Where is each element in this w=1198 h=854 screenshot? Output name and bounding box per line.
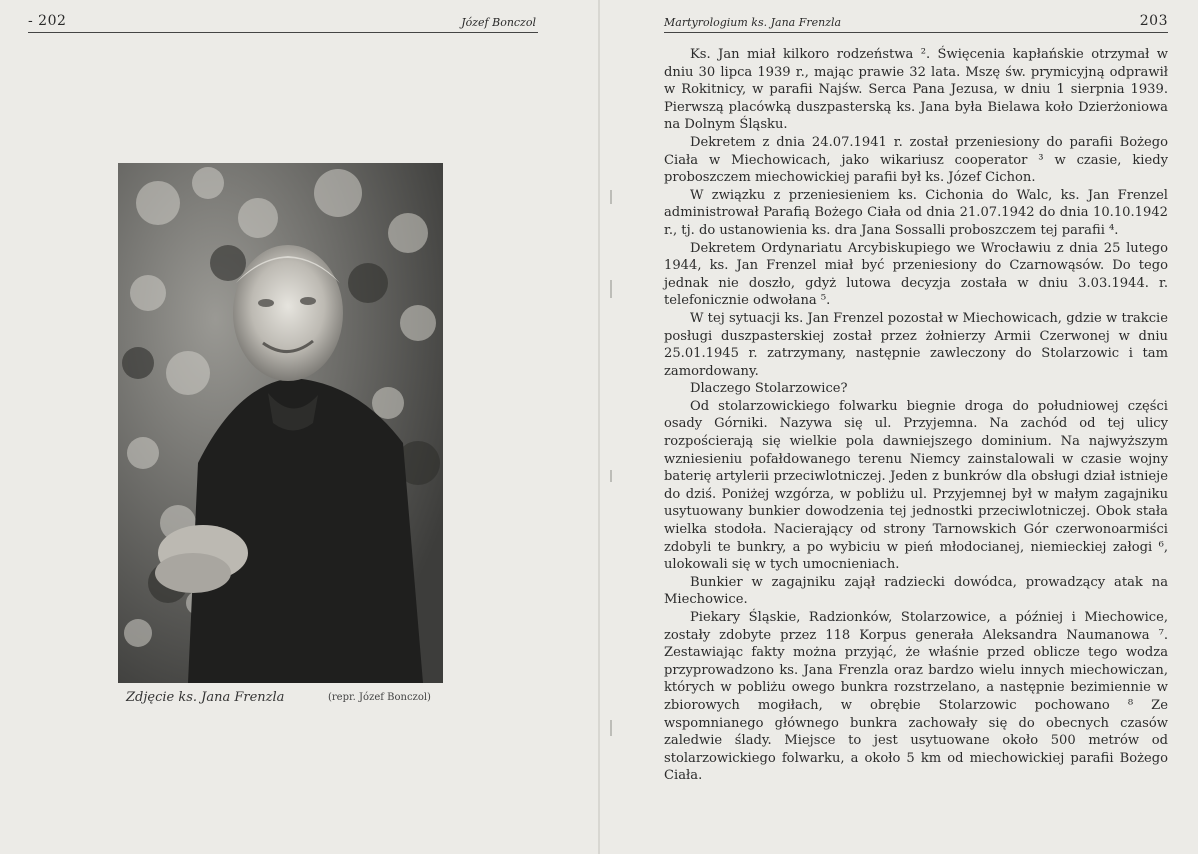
section-question: Dlaczego Stolarzowice? bbox=[690, 381, 848, 397]
paragraph: Ks. Jan miał kilkoro rodzeństwa ². Święcenia kapłańskie otrzymał w dniu 30 lipca 1939 r., mając prawie 32 lata. Mszę św. prymicyjną odprawił w Rokitnicy, w parafii Najśw. Serca Pana Jezusa, w dniu 1 sierpnia 1939. Pierwszą placówką duszpasterską ks. Jana była Bielawa koło Dzierżoniowa na Dolnym Śląsku. bbox=[664, 47, 1168, 133]
photo-caption bbox=[126, 690, 456, 705]
portrait-photo bbox=[118, 163, 443, 683]
right-running-head bbox=[664, 10, 1168, 33]
article-body bbox=[664, 46, 1168, 785]
paragraph: Dekretem z dnia 24.07.1941 r. został przeniesiony do parafii Bożego Ciała w Miechowicach, jako wikariusz cooperator ³ w czasie, kiedy proboszczem miechowickiej parafii był ks. Józef Cichon. bbox=[664, 134, 1168, 186]
paragraph: Piekary Śląskie, Radzionków, Stolarzowice, a później i Miechowice, zostały zdobyte przez 118 Korpus generała Aleksandra Naumanowa ⁷. Zestawiając fakty można przyjąć, że właśnie przed oblicze tego wodza przyprowadzono ks. Jana Frenzla oraz bardzo wielu innych miechowiczan, których w pobliżu owego bunkra rozstrzelano, a następnie bezimiennie w zbiorowych mogiłach, w obrębie Stolarzowic pochowano ⁸ Ze wspomnianego głównego bunkra zachowały się do obecnych czasów zaledwie ślady. Miejsce to jest usytuowane około 500 metrów od stolarzowickiego folwarku, a około 5 km od miechowickiej parafii Bożego Ciała. bbox=[664, 610, 1168, 784]
paragraph: Dekretem Ordynariatu Arcybiskupiego we Wrocławiu z dnia 25 lutego 1944, ks. Jan Frenzel miał być przeniesiony do Czarnowąsów. Do tego jednak nie doszło, gdyż lutowa decyzja została w dniu 3.03.1944. r. telefonicznie odwołana ⁵. bbox=[664, 240, 1168, 309]
scan-artifact bbox=[610, 470, 612, 482]
scan-artifact bbox=[610, 190, 612, 204]
left-page-number: - 202 bbox=[28, 13, 67, 29]
running-head-title: Martyrologium ks. Jana Frenzla bbox=[664, 16, 842, 29]
left-page bbox=[0, 0, 598, 854]
left-running-head bbox=[28, 10, 538, 33]
paragraph: W tej sytuacji ks. Jan Frenzel pozostał w Miechowicach, gdzie w trakcie posługi duszpasterskiej został przez żołnierzy Armii Czerwonej w dniu 25.01.1945 r. zatrzymany, następnie zawleczony do Stolarzowic i tam zamordowany. bbox=[664, 310, 1168, 379]
portrait-photo-image bbox=[118, 163, 443, 683]
right-page-number: 203 bbox=[1139, 13, 1168, 29]
caption-credit: (repr. Józef Bonczol) bbox=[328, 692, 431, 703]
scan-artifact bbox=[610, 280, 612, 298]
caption-text: Zdjęcie ks. Jana Frenzla bbox=[126, 690, 285, 705]
scan-artifact bbox=[610, 720, 612, 736]
running-head-author: Józef Bonczol bbox=[461, 16, 536, 29]
paragraph: Od stolarzowickiego folwarku biegnie droga do południowej części osady Górniki. Nazywa się ul. Przyjemna. Na zachód od tej ulicy rozpościerają się wielkie pola dawniejszego dominium. Na najwyższym wzniesieniu pofałdowanego terenu Niemcy zainstalowali w czasie wojny baterię artylerii przeciwlotniczej. Jeden z bunkrów dla obsługi dział istnieje do dziś. Poniżej wzgórza, w pobliżu ul. Przyjemnej był w małym zagajniku usytuowany bunkier dowodzenia tej jednostki przeciwlotniczej. Obok stała wielka stodoła. Nacierający od strony Tarnowskich Gór czerwonoarmiści zdobyli te bunkry, a po wybiciu w pień młodocianej, niemieckiej załogi ⁶, ulokowali się w tych umocnieniach. bbox=[664, 398, 1168, 573]
paragraph: Bunkier w zagajniku zajął radziecki dowódca, prowadzący atak na Miechowice. bbox=[664, 574, 1168, 608]
right-page bbox=[600, 0, 1198, 854]
paragraph: W związku z przeniesieniem ks. Cichonia do Walc, ks. Jan Frenzel administrował Parafią Bożego Ciała od dnia 21.07.1942 do dnia 10.10.1942 r., tj. do ustanowienia ks. dra Jana Sossalli proboszczem tej parafii ⁴. bbox=[664, 187, 1168, 238]
